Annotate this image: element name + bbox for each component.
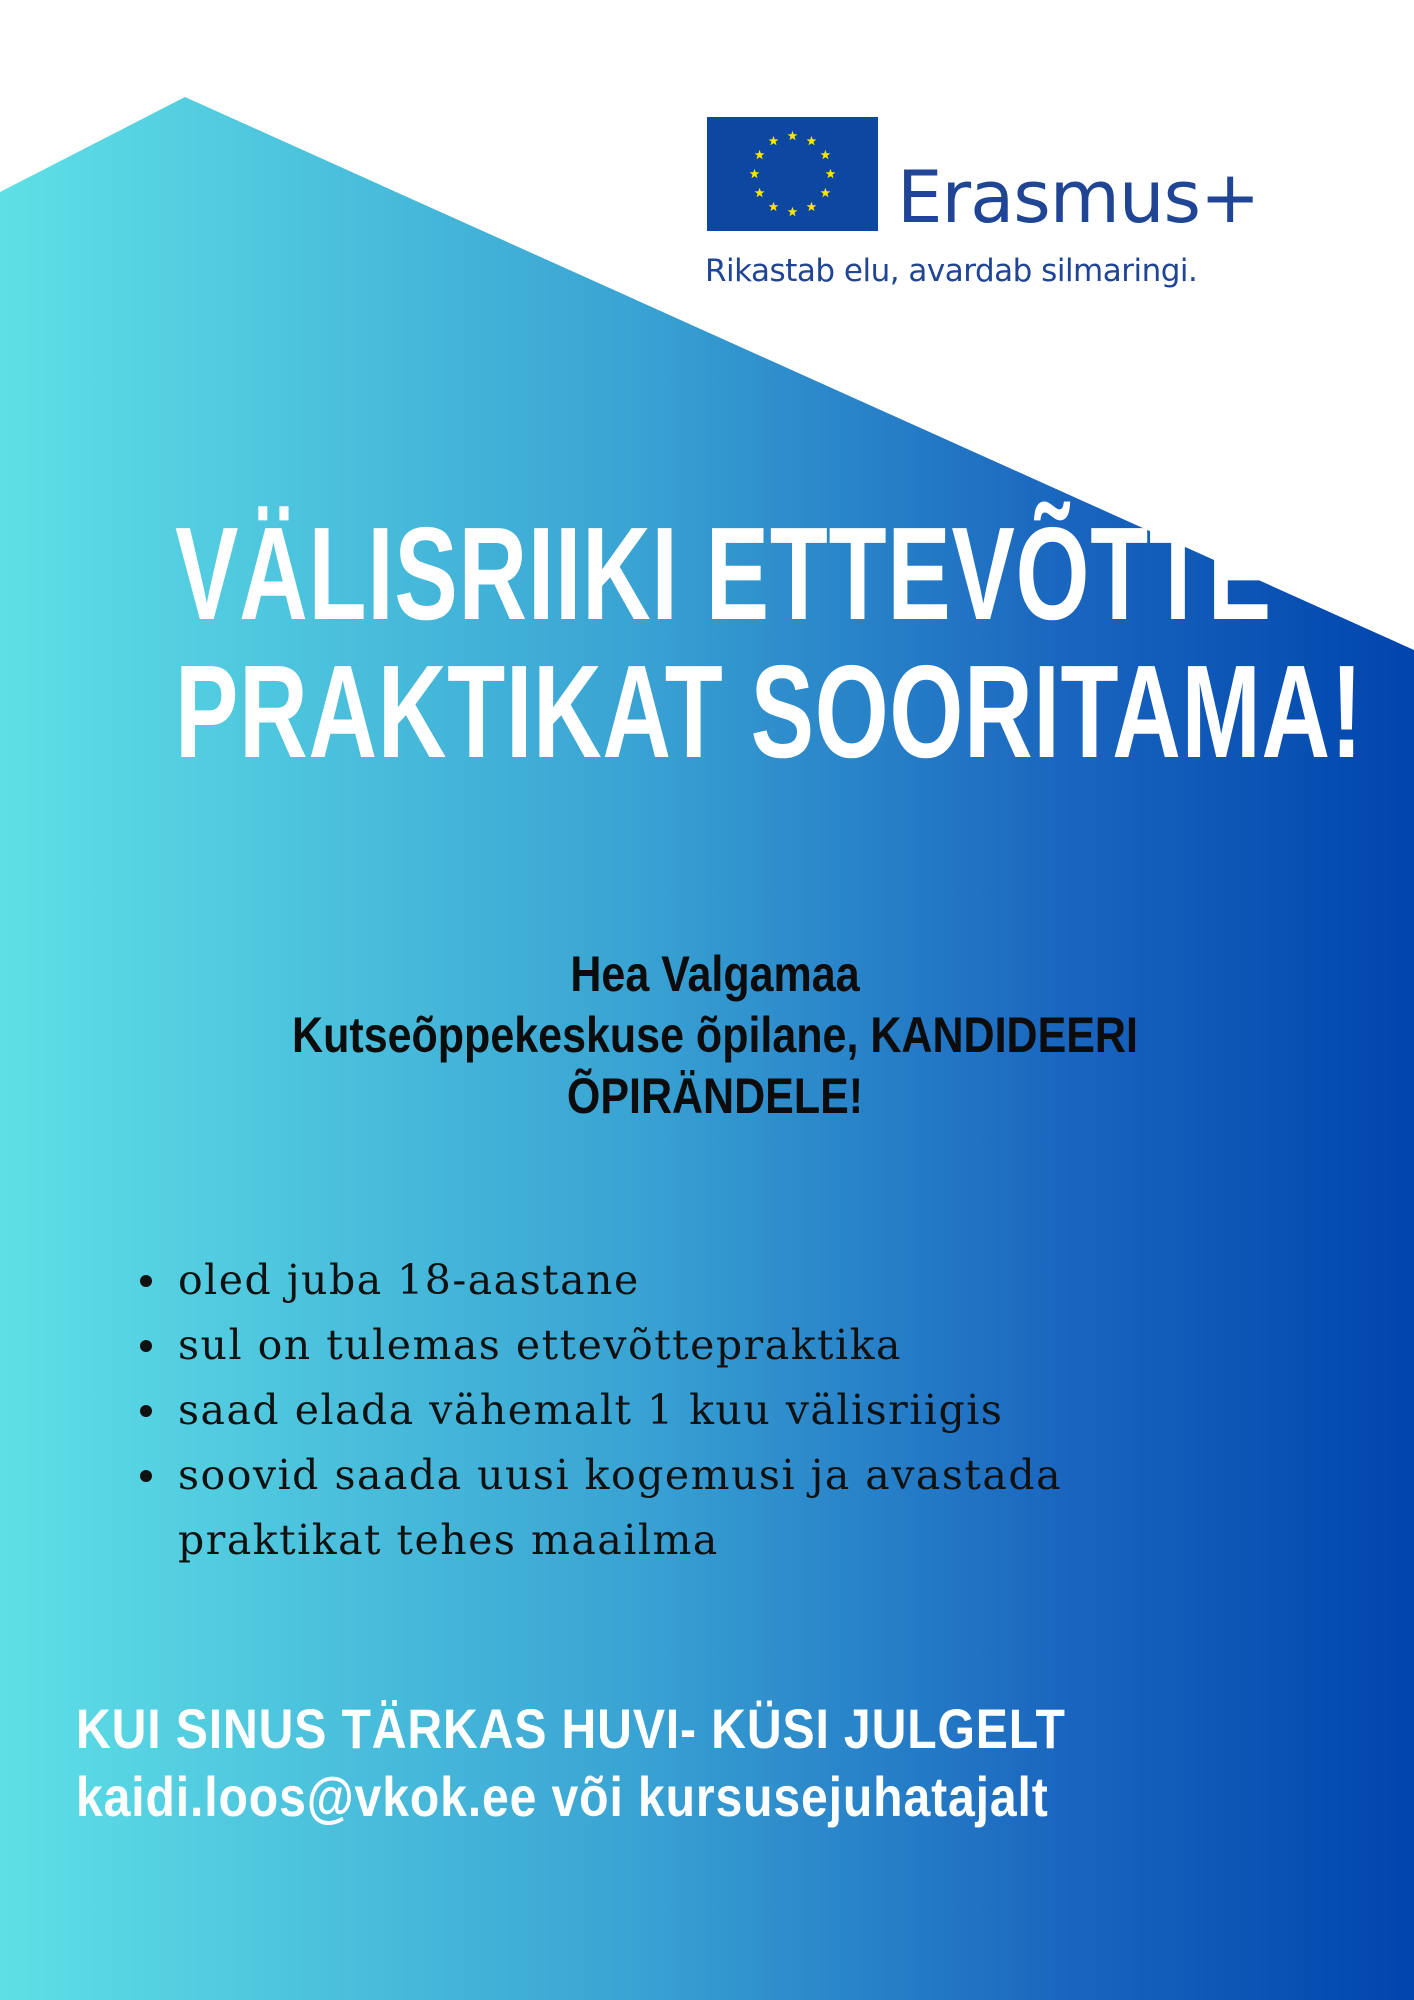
headline-line-2: PRAKTIKAT SOORITAMA! [174, 638, 1364, 785]
main-headline [174, 500, 1364, 785]
eu-star-icon [820, 150, 830, 159]
list-item: saad elada vähemalt 1 kuu välisriigis [178, 1378, 1278, 1443]
contact-email-line[interactable]: kaidi.loos@vkok.ee või kursusejuhatajalt [76, 1765, 1049, 1828]
erasmus-logo [707, 115, 1277, 305]
intro-line-2: Kutseõppekeskuse õpilane, KANDIDEERI [292, 1007, 1138, 1063]
list-item: sul on tulemas ettevõttepraktika [178, 1313, 1278, 1378]
eu-star-icon [807, 202, 817, 211]
eu-star-icon [788, 131, 798, 140]
contact-info [76, 1695, 1194, 1831]
requirements-list [178, 1248, 1278, 1573]
intro-text [221, 944, 1210, 1127]
list-item: soovid saada uusi kogemusi ja avastada praktikat tehes maailma [178, 1443, 1278, 1573]
eu-star-icon [769, 136, 779, 145]
list-item: oled juba 18-aastane [178, 1248, 1278, 1313]
erasmus-wordmark: Erasmus+ [897, 155, 1260, 239]
eu-star-icon [755, 150, 765, 159]
eu-flag-icon [707, 117, 878, 231]
erasmus-tagline: Rikastab elu, avardab silmaringi. [705, 253, 1198, 289]
eu-star-icon [769, 202, 779, 211]
eu-star-icon [750, 169, 760, 178]
contact-line-1: KUI SINUS TÄRKAS HUVI- KÜSI JULGELT [76, 1697, 1066, 1760]
headline-line-1: VÄLISRIIKI ETTEVÕTTE [174, 500, 1272, 647]
eu-star-icon [755, 188, 765, 197]
intro-line-1: Hea Valgamaa [570, 946, 860, 1002]
intro-line-3: ÕPIRÄNDELE! [566, 1068, 864, 1124]
eu-star-icon [807, 136, 817, 145]
eu-star-icon [788, 207, 798, 216]
eu-star-icon [826, 169, 836, 178]
eu-stars-icon [707, 117, 878, 231]
eu-star-icon [820, 188, 830, 197]
